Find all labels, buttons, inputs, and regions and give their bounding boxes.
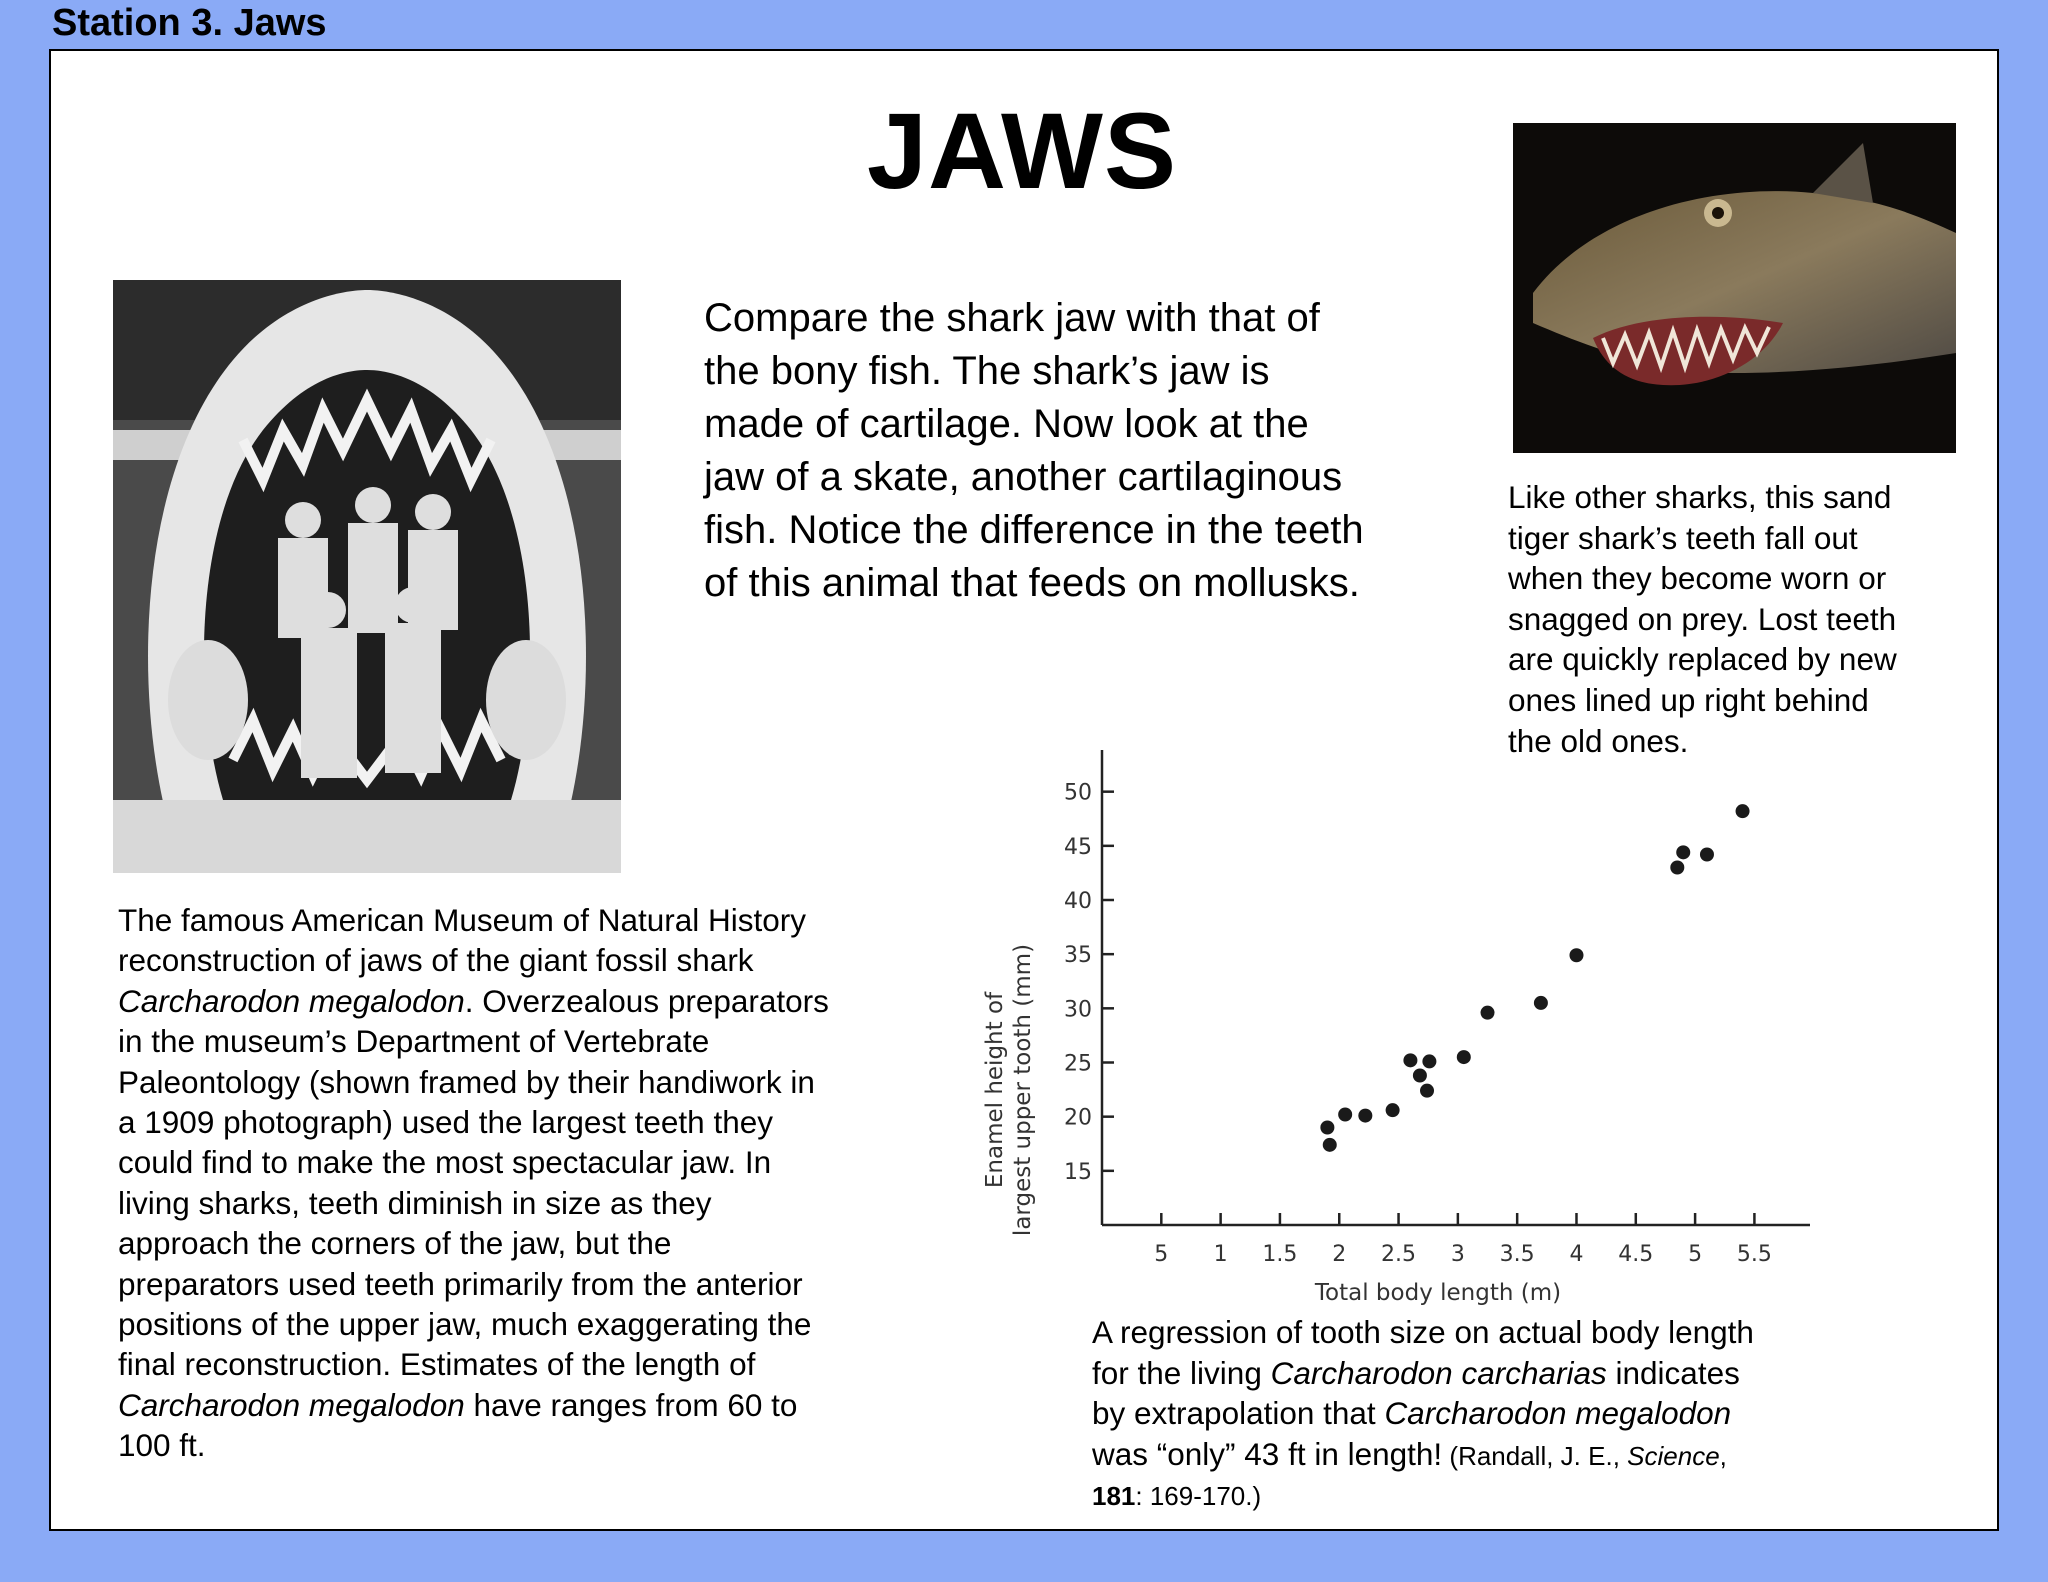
- station-label: Station 3. Jaws: [52, 2, 327, 44]
- data-point: [1700, 848, 1714, 862]
- data-point: [1676, 845, 1690, 859]
- citation-text: ,: [1719, 1440, 1727, 1471]
- caption-line: [1092, 1353, 1852, 1394]
- intro-line: Compare the shark jaw with that of: [704, 296, 1320, 340]
- x-tick-label: 5.5: [1736, 1242, 1772, 1267]
- caption-text: indicates: [1606, 1354, 1740, 1391]
- caption-line: final reconstruction. Estimates of the length of: [118, 1346, 756, 1383]
- y-tick-label: 30: [1064, 997, 1092, 1023]
- caption-line: could find to make the most spectacular jaw. In: [118, 1144, 772, 1181]
- caption-line: [1092, 1476, 1852, 1517]
- data-point: [1413, 1069, 1427, 1083]
- megalodon-jaw-photo: [113, 280, 621, 873]
- page-title: JAWS: [866, 90, 1178, 211]
- sand-tiger-shark-illustration: [1513, 123, 1956, 453]
- species-name: Carcharodon carcharias: [1270, 1354, 1607, 1391]
- y-tick-label: 15: [1064, 1159, 1092, 1185]
- caption-line: A regression of tooth size on actual body length: [1092, 1314, 1754, 1350]
- y-tick-label: 25: [1064, 1051, 1092, 1077]
- data-point: [1422, 1054, 1436, 1068]
- caption-text: have ranges from 60 to: [464, 1386, 798, 1423]
- y-tick-label: 45: [1064, 834, 1092, 860]
- y-axis-label-line2: largest upper tooth (mm): [1010, 943, 1036, 1237]
- data-point: [1670, 861, 1684, 875]
- intro-line: fish. Notice the difference in the teeth: [704, 508, 1364, 552]
- citation-volume: 181: [1092, 1481, 1136, 1512]
- megalodon-jaw-illustration: [113, 280, 621, 873]
- data-point: [1736, 804, 1750, 818]
- caption-line: The famous American Museum of Natural History: [118, 902, 807, 938]
- data-point: [1481, 1006, 1495, 1020]
- x-tick-label: 4.5: [1618, 1242, 1654, 1267]
- citation: [1442, 1441, 1727, 1471]
- tooth-size-chart: [950, 700, 1900, 1320]
- intro-line: the bony fish. The shark’s jaw is: [704, 349, 1270, 393]
- caption-text: by extrapolation that: [1092, 1395, 1385, 1432]
- species-name: Carcharodon megalodon: [118, 982, 465, 1019]
- x-tick-label: 1.5: [1262, 1242, 1298, 1267]
- caption-line: the old ones.: [1508, 722, 1689, 759]
- caption-line: Paleontology (shown framed by their handiwork in: [118, 1063, 815, 1100]
- data-point: [1534, 996, 1548, 1010]
- data-point: [1320, 1121, 1334, 1135]
- data-point: [1338, 1108, 1352, 1122]
- x-axis-label: Total body length (m): [1314, 1280, 1562, 1306]
- caption-line: tiger shark’s teeth fall out: [1508, 519, 1858, 556]
- caption-line: reconstruction of jaws of the giant fossil shark: [118, 942, 754, 979]
- x-tick-label: 4: [1569, 1242, 1584, 1267]
- intro-paragraph: [704, 292, 1464, 610]
- caption-line: [1092, 1393, 1852, 1434]
- species-name: Carcharodon megalodon: [1384, 1395, 1732, 1432]
- data-point: [1457, 1050, 1471, 1064]
- citation-text: : 169-170.): [1135, 1481, 1262, 1512]
- caption-line: [118, 981, 908, 1021]
- caption-line: [118, 1385, 908, 1425]
- journal-name: Science: [1627, 1440, 1720, 1471]
- caption-line: living sharks, teeth diminish in size as they: [118, 1184, 712, 1221]
- caption-text: for the living: [1092, 1354, 1271, 1391]
- y-tick-label: 50: [1064, 780, 1092, 806]
- jaw-photo-caption: [118, 900, 908, 1466]
- caption-line: ones lined up right behind: [1508, 681, 1869, 718]
- intro-line: of this animal that feeds on mollusks.: [704, 561, 1360, 605]
- species-name: Carcharodon megalodon: [118, 1386, 465, 1423]
- x-tick-label: 3: [1450, 1242, 1465, 1267]
- caption-line: Like other sharks, this sand: [1508, 479, 1892, 515]
- y-tick-label: 40: [1064, 889, 1092, 914]
- y-axis-label-line1: Enamel height of: [982, 991, 1008, 1189]
- data-point: [1323, 1138, 1337, 1152]
- y-tick-label: 20: [1064, 1105, 1092, 1131]
- data-point: [1403, 1053, 1417, 1067]
- citation-text: (Randall, J. E.,: [1442, 1440, 1628, 1471]
- caption-line: snagged on prey. Lost teeth: [1508, 600, 1897, 637]
- intro-line: made of cartilage. Now look at the: [704, 402, 1309, 446]
- caption-line: 100 ft.: [118, 1427, 206, 1464]
- data-point: [1420, 1084, 1434, 1098]
- caption-line: when they become worn or: [1508, 560, 1887, 597]
- x-tick-label: 1: [1213, 1242, 1228, 1267]
- caption-text: was “only” 43 ft in length!: [1092, 1435, 1443, 1472]
- chart-caption: [1092, 1312, 1852, 1517]
- caption-line: a 1909 photograph) used the largest teeth they: [118, 1104, 773, 1141]
- sand-tiger-shark-photo: [1513, 123, 1956, 453]
- caption-line: positions of the upper jaw, much exaggerating the: [118, 1306, 812, 1343]
- caption-line: are quickly replaced by new: [1508, 641, 1897, 678]
- x-tick-label: 3.5: [1499, 1242, 1535, 1267]
- caption-line: in the museum’s Department of Vertebrate: [118, 1023, 710, 1060]
- scatter-plot: [950, 700, 1900, 1320]
- caption-line: approach the corners of the jaw, but the: [118, 1225, 672, 1262]
- data-point: [1386, 1103, 1400, 1117]
- x-tick-label: 2.5: [1381, 1242, 1417, 1267]
- caption-text: . Overzealous preparators: [464, 982, 829, 1019]
- caption-line: preparators used teeth primarily from the anterior: [118, 1265, 803, 1302]
- x-tick-label: 2: [1332, 1242, 1347, 1267]
- y-tick-label: 35: [1064, 943, 1092, 969]
- intro-line: jaw of a skate, another cartilaginous: [704, 455, 1343, 499]
- data-point: [1358, 1109, 1372, 1123]
- caption-line: [1092, 1434, 1852, 1477]
- x-tick-label: 5: [1154, 1242, 1169, 1267]
- data-point: [1569, 948, 1583, 962]
- x-tick-label: 5: [1688, 1242, 1703, 1267]
